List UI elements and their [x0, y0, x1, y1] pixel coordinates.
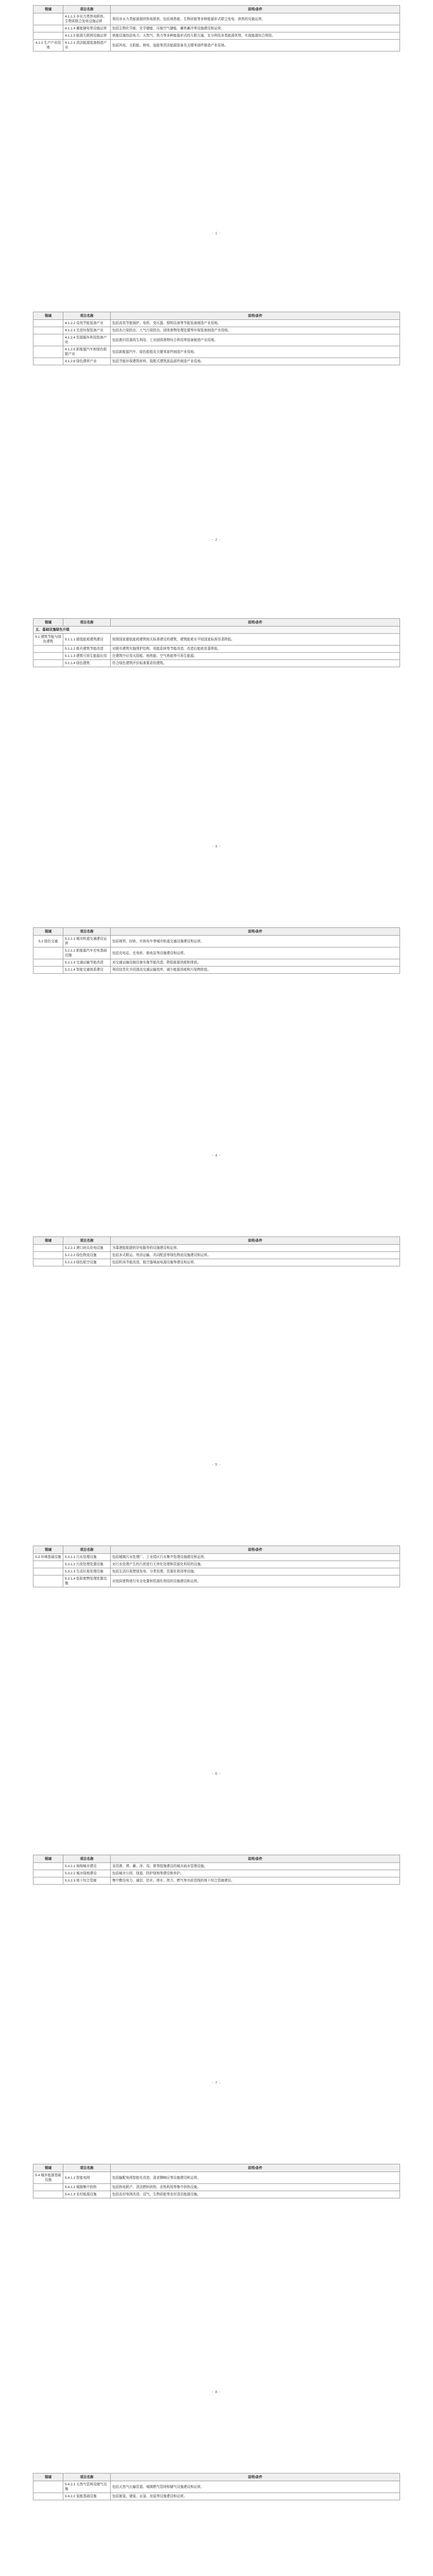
document-table [33, 2473, 400, 2500]
table-row [33, 660, 400, 667]
table-header-cell: 说明/条件 [111, 1546, 400, 1554]
table-header-cell: 项目名称 [63, 1855, 111, 1863]
document-table [33, 5, 400, 52]
table-row [33, 2172, 400, 2184]
document-table [33, 618, 400, 667]
table-row [33, 2191, 400, 2198]
description-cell: 包括机场节能改造、航空器地面电源设施等建设和运营。 [111, 1259, 400, 1266]
description-cell: 包括城镇污水处理厂、工业园区污水集中处理设施建设和运营。 [111, 1554, 400, 1561]
domain-cell [33, 32, 63, 40]
domain-cell [33, 1870, 63, 1877]
table-row [33, 967, 400, 974]
domain-cell: 4.1.2 生产产业用地 [33, 40, 63, 52]
description-cell: 符合绿色建筑评价标准要求的建筑。 [111, 660, 400, 667]
domain-cell [33, 967, 63, 974]
domain-cell [33, 1561, 63, 1568]
description-cell: 对交通运输设施设备实施节能改造，降低能源消耗和排放。 [111, 959, 400, 967]
table-header-cell: 说明/条件 [111, 312, 400, 320]
description-cell: 包括多式联运、甩挂运输、共同配送等绿色物流设施建设和运营。 [111, 1252, 400, 1259]
project-cell: 4.1.2.3 先进环保装备产业 [63, 327, 111, 334]
table-row [33, 936, 400, 947]
project-cell: 5.4.1.2 城镇集中供热 [63, 2184, 111, 2191]
table-header-cell: 项目名称 [63, 2164, 111, 2172]
description-cell: 利用信息化手段提高交通运输效率，减少能源消耗和污染物排放。 [111, 967, 400, 974]
description-cell: 供能设施包括电力、天然气、热力等多种能源形式的互联互通，充分利用各类能源优势，实现能源综合利用。 [111, 32, 400, 40]
description-cell: 包括高效节能锅炉、电机、变压器、照明设备等节能装备制造产业用地。 [111, 320, 400, 327]
description-cell: 包括节能环保建筑材料、装配式建筑部品部件制造产业用地。 [111, 358, 400, 365]
table-header-cell: 项目名称 [63, 1237, 111, 1245]
project-cell: 5.4.1.3 农村能源设施 [63, 2191, 111, 2198]
domain-cell [33, 947, 63, 959]
table-header-cell: 说明/条件 [111, 1855, 400, 1863]
domain-cell [33, 653, 63, 660]
domain-cell [33, 1568, 63, 1575]
description-cell: 按照国家超低能耗建筑相关标准建设的建筑，建筑能耗水平较国家标准显著降低。 [111, 634, 400, 646]
document-table [33, 1546, 400, 1587]
project-cell: 5.3.1.4 危险废物处理处置设施 [63, 1575, 111, 1587]
domain-cell [33, 959, 63, 967]
project-cell: 5.2.1.1 城市轨道交通建设运营 [63, 936, 111, 947]
page-number: - 3 - [212, 845, 221, 849]
description-cell: 包括输配电网智能化改造、需求侧响应等设施建设和运营。 [111, 2172, 400, 2184]
domain-cell [33, 660, 63, 667]
project-cell: 5.2.1.3 交通运输节能改造 [63, 959, 111, 967]
table-header-cell: 说明/条件 [111, 619, 400, 626]
domain-cell [33, 327, 63, 334]
table-row [33, 1575, 400, 1587]
table-header-cell: 领域 [33, 312, 63, 320]
description-cell: 集中敷设电力、通信、给水、排水、热力、燃气等市政管线的地下综合管廊建设。 [111, 1877, 400, 1885]
domain-cell [33, 1877, 63, 1885]
project-cell: 4.1.2.2 高效节能装备产业 [63, 320, 111, 327]
table-header-cell: 项目名称 [63, 928, 111, 936]
description-cell: 包括生物化学能、化学储能、压缩空气储能、蓄热蓄冷等设施建设和运营。 [111, 25, 400, 32]
table-row [33, 1259, 400, 1266]
domain-cell [33, 646, 63, 653]
project-cell: 4.1.2.6 绿色建材产业 [63, 358, 111, 365]
description-cell: 采用渗、滞、蓄、净、用、排等措施建设的城市雨水管理设施。 [111, 1863, 400, 1870]
table-row [33, 947, 400, 959]
description-cell: 在建筑中应用太阳能、地热能、空气热能等可再生能源。 [111, 653, 400, 660]
project-cell: 5.3.1.3 生活垃圾处理设施 [63, 1568, 111, 1575]
domain-cell [33, 2191, 63, 2198]
project-cell: 5.2.1.4 智能交通体系建设 [63, 967, 111, 974]
table-row [33, 1870, 400, 1877]
description-cell: 包括天然气长输管道、城镇燃气管网和储气设施建设和运营。 [111, 2481, 400, 2493]
table-row [33, 13, 400, 25]
table-header-cell: 项目名称 [63, 619, 111, 626]
table-header-cell: 领域 [33, 928, 63, 936]
project-cell: 4.1.1.4 蓄能储电等设施运营 [63, 25, 111, 32]
project-cell: 5.4.1.1 智能电网 [63, 2172, 111, 2184]
project-cell: 5.4.2.1 天然气管网及储气设施 [63, 2481, 111, 2493]
page-number: - 6 - [212, 1772, 221, 1776]
table-header-cell: 说明/条件 [111, 2473, 400, 2481]
description-cell: 为靠港船舶提供岸电服务的设施建设和运营。 [111, 1245, 400, 1252]
project-cell: 5.1.1.3 建筑可再生能源应用 [63, 653, 111, 660]
table-row [33, 320, 400, 327]
description-cell: 包括生活垃圾焚烧发电、分类处理、资源化利用等设施。 [111, 1568, 400, 1575]
table-row [33, 2493, 400, 2500]
project-cell: 4.1.2.5 新能源汽车和绿色船舶产业 [63, 346, 111, 358]
project-cell: 5.3.1.1 污水处理设施 [63, 1554, 111, 1561]
domain-cell [33, 334, 63, 346]
table-row [33, 25, 400, 32]
project-cell: 4.1.1.5 能源互联网设施运营 [63, 32, 111, 40]
table-row [33, 358, 400, 365]
table-row [33, 40, 400, 52]
domain-cell [33, 1259, 63, 1266]
table-header-cell: 项目名称 [63, 1546, 111, 1554]
table-header-cell: 说明/条件 [111, 6, 400, 13]
table-row [33, 1252, 400, 1259]
table-header-cell: 说明/条件 [111, 928, 400, 936]
table-row [33, 959, 400, 967]
table-row [33, 646, 400, 653]
table-header-cell: 领域 [33, 6, 63, 13]
domain-cell [33, 1863, 63, 1870]
table-row [33, 1561, 400, 1568]
table-header-cell: 领域 [33, 2164, 63, 2172]
table-header-cell: 领域 [33, 2473, 63, 2481]
domain-cell [33, 346, 63, 358]
table-row [33, 327, 400, 334]
page-number: - 7 - [212, 2081, 221, 2085]
table-row [33, 2184, 400, 2191]
page-number: - 2 - [212, 538, 221, 542]
table-row [33, 1877, 400, 1885]
domain-cell [33, 1245, 63, 1252]
domain-cell [33, 1575, 63, 1587]
description-cell: 利用非水力类能源提供热电联供，包括地热能、生物质能等多种能源形式联合发电、供热的设施运营。 [111, 13, 400, 25]
domain-cell: 5.1 建筑节能与绿色建筑 [33, 634, 63, 646]
project-cell: 5.3.2.1 海绵城市建设 [63, 1863, 111, 1870]
document-table [33, 927, 400, 974]
description-cell: 包括制氢、储氢、运氢、加氢等设施建设和运营。 [111, 2493, 400, 2500]
project-cell: 5.1.1.1 超低能耗建筑建设 [63, 634, 111, 646]
table-header-cell: 领域 [33, 1855, 63, 1863]
project-cell: 5.3.2.3 地下综合管廊 [63, 1877, 111, 1885]
table-row [33, 1245, 400, 1252]
description-cell: 对危险废物进行安全处置和资源化利用的设施建设和运营。 [111, 1575, 400, 1587]
document-table [33, 312, 400, 365]
page-number: - 4 - [212, 1154, 221, 1158]
table-row [33, 2481, 400, 2493]
domain-cell [33, 358, 63, 365]
table-header-cell: 说明/条件 [111, 2164, 400, 2172]
domain-cell: 5.4 城乡能源基础设施 [33, 2172, 63, 2184]
description-cell: 包括新能源汽车、绿色船舶及关键零部件制造产业用地。 [111, 346, 400, 358]
page-number: - 1 - [212, 232, 221, 235]
document-table [33, 2164, 400, 2198]
project-cell: 4.1.2.4 资源循环利用装备产业 [63, 334, 111, 346]
table-header-cell: 项目名称 [63, 6, 111, 13]
project-cell: 5.1.1.4 绿色建筑 [63, 660, 111, 667]
table-header-cell: 项目名称 [63, 2473, 111, 2481]
table-row [33, 32, 400, 40]
description-cell: 对污水处理产生的污泥进行无害化处理和资源化利用的设施。 [111, 1561, 400, 1568]
description-cell: 对既有建筑实施围护结构、用能系统等节能改造，改造后能耗显著降低。 [111, 646, 400, 653]
table-row [33, 1568, 400, 1575]
project-cell: 5.2.2.3 绿色航空设施 [63, 1259, 111, 1266]
description-cell: 包括废旧资源再生利用、工业固体废物综合利用等装备制造产业用地。 [111, 334, 400, 346]
page-number: - 5 - [212, 1463, 221, 1467]
domain-cell [33, 1252, 63, 1259]
domain-cell [33, 2481, 63, 2493]
table-header-cell: 领域 [33, 1546, 63, 1554]
description-cell: 包括风电、太阳能、核电、氢能等清洁能源装备及关键零部件制造产业用地。 [111, 40, 400, 52]
domain-cell [33, 13, 63, 25]
table-row [33, 1863, 400, 1870]
document-table [33, 1236, 400, 1266]
table-header-cell: 领域 [33, 619, 63, 626]
project-cell: 5.2.2.2 绿色物流设施 [63, 1252, 111, 1259]
project-cell: 5.2.1.2 新能源汽车充电基础设施 [63, 947, 111, 959]
description-cell: 包括水污染防治、大气污染防治、固体废物处理处置等环保装备制造产业用地。 [111, 327, 400, 334]
table-row [33, 346, 400, 358]
domain-cell [33, 2493, 63, 2500]
project-cell: 5.4.2.2 氢能基础设施 [63, 2493, 111, 2500]
description-cell: 包括地铁、轻轨、有轨电车等城市轨道交通设施建设和运营。 [111, 936, 400, 947]
table-row [33, 653, 400, 660]
project-cell: 5.1.1.2 既有建筑节能改造 [63, 646, 111, 653]
description-cell: 包括城市公园、绿道、防护绿地等建设和养护。 [111, 1870, 400, 1877]
table-row [33, 334, 400, 346]
section-heading: 五、基础设施绿色升级 [33, 626, 400, 634]
description-cell: 包括热电联产、清洁燃料供热、余热利用等集中供热设施。 [111, 2184, 400, 2191]
table-row [33, 1554, 400, 1561]
domain-cell [33, 25, 63, 32]
table-header-cell: 项目名称 [63, 312, 111, 320]
project-cell: 5.2.2.1 港口码头岸电设施 [63, 1245, 111, 1252]
page-number: - 8 - [212, 2391, 221, 2394]
table-header-cell: 领域 [33, 1237, 63, 1245]
table-row [33, 634, 400, 646]
table-header-cell: 说明/条件 [111, 1237, 400, 1245]
project-cell: 5.3.1.2 污泥处理处置设施 [63, 1561, 111, 1568]
domain-cell: 5.3 环境基础设施 [33, 1554, 63, 1561]
domain-cell: 5.2 绿色交通 [33, 936, 63, 947]
domain-cell [33, 320, 63, 327]
project-cell: 5.3.2.2 城市绿地建设 [63, 1870, 111, 1877]
document-table [33, 1855, 400, 1885]
description-cell: 包括农村电网改造、沼气、生物质能等农村清洁能源设施。 [111, 2191, 400, 2198]
project-cell: 4.1.1.3 非水力类热电联供、生物质联合发电设施运营 [63, 13, 111, 25]
project-cell: 4.1.2.1 清洁能源装备制造产业 [63, 40, 111, 52]
domain-cell [33, 2184, 63, 2191]
description-cell: 包括充电站、充电桩、换电站等设施建设和运营。 [111, 947, 400, 959]
